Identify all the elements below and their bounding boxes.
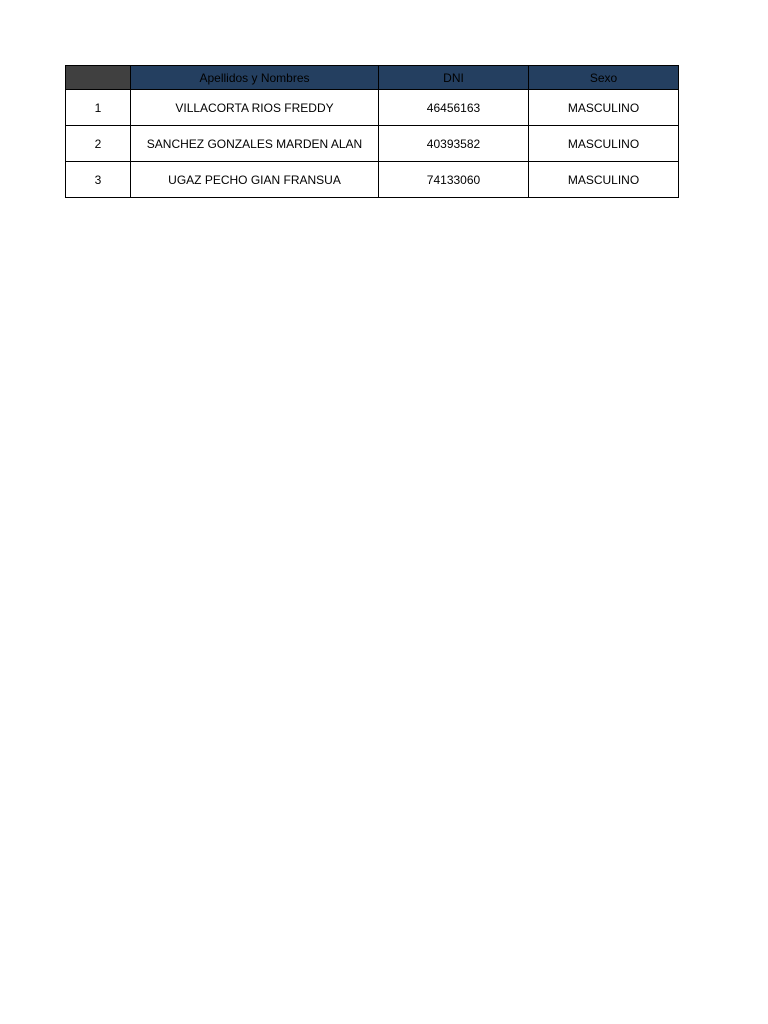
row-dni: 40393582 <box>379 126 529 162</box>
row-number: 2 <box>66 126 131 162</box>
row-sexo: MASCULINO <box>529 162 679 198</box>
table-row <box>66 126 679 162</box>
table-row <box>66 162 679 198</box>
row-dni: 74133060 <box>379 162 529 198</box>
header-corner-cell <box>66 66 131 90</box>
header-row <box>66 66 679 90</box>
spreadsheet-page <box>65 65 679 198</box>
row-sexo: MASCULINO <box>529 90 679 126</box>
people-table <box>65 65 679 198</box>
row-number: 3 <box>66 162 131 198</box>
row-name: VILLACORTA RIOS FREDDY <box>131 90 379 126</box>
header-sexo: Sexo <box>529 66 679 90</box>
row-name: SANCHEZ GONZALES MARDEN ALAN <box>131 126 379 162</box>
row-number: 1 <box>66 90 131 126</box>
row-dni: 46456163 <box>379 90 529 126</box>
row-sexo: MASCULINO <box>529 126 679 162</box>
row-name: UGAZ PECHO GIAN FRANSUA <box>131 162 379 198</box>
header-dni: DNI <box>379 66 529 90</box>
table-row <box>66 90 679 126</box>
header-name: Apellidos y Nombres <box>131 66 379 90</box>
